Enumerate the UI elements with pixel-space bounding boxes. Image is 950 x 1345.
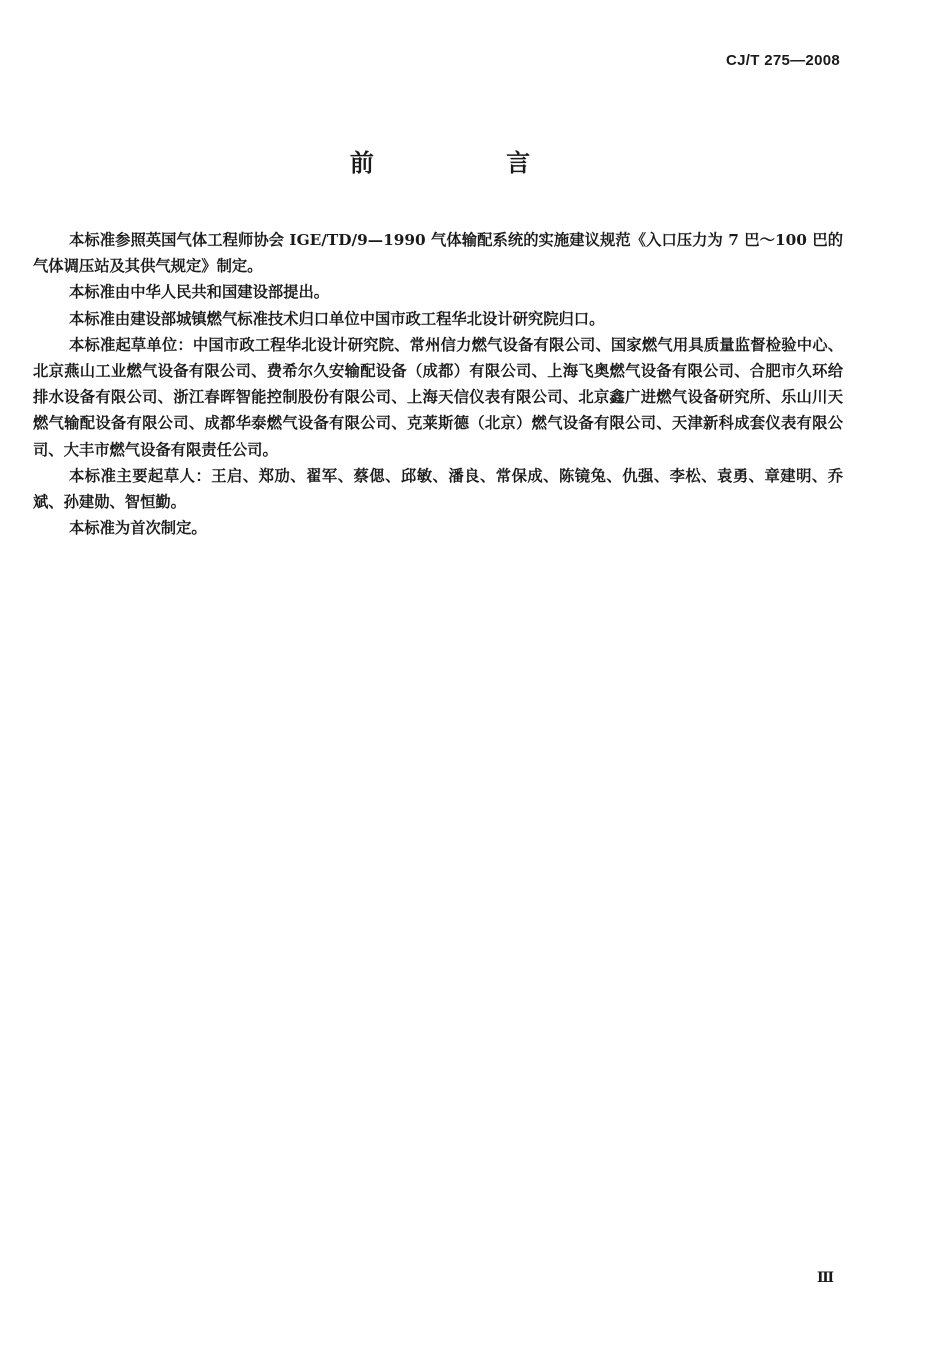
paragraph-proposed-by: 本标准由中华人民共和国建设部提出。: [69, 283, 330, 302]
paragraph-centralized-by: 本标准由建设部城镇燃气标准技术归口单位中国市政工程华北设计研究院归口。: [69, 309, 605, 328]
paragraph-drafting-units: 本标准起草单位：中国市政工程华北设计研究院、常州信力燃气设备有限公司、国家燃气用具质量监督检验中心、北京燕山工业燃气设备有限公司、费希尔久安输配设备（成都）有限公司、上海飞奥燃气设备有限公司、合肥市久环给排水设备有限公司、浙江春晖智能控制股份有限公司、上海天信仪表有限公司、北京鑫广进燃气设备研究所、乐山川天燃气输配设备有限公司、成都华泰燃气设备有限公司、克莱斯德（北京）燃气设备有限公司、天津新科成套仪表有限公司、大丰市燃气设备有限责任公司。: [33, 335, 843, 459]
foreword-body: [33, 227, 843, 541]
paragraph-drafters: 本标准主要起草人：王启、郑劢、翟军、蔡偲、邱敏、潘良、常保成、陈镜兔、仇强、李松、袁勇、章建明、乔斌、孙建勋、智恒勤。: [33, 466, 843, 512]
paragraph-reference: 本标准参照英国气体工程师协会 IGE/TD/9—1990 气体输配系统的实施建议规范《入口压力为 7 巴～100 巴的气体调压站及其供气规定》制定。: [33, 231, 843, 276]
page-number: Ⅲ: [816, 1271, 834, 1286]
standard-code: CJ/T 275—2008: [726, 52, 840, 69]
page-title: 前 言: [349, 148, 593, 177]
paragraph-first-edition: 本标准为首次制定。: [69, 519, 207, 538]
